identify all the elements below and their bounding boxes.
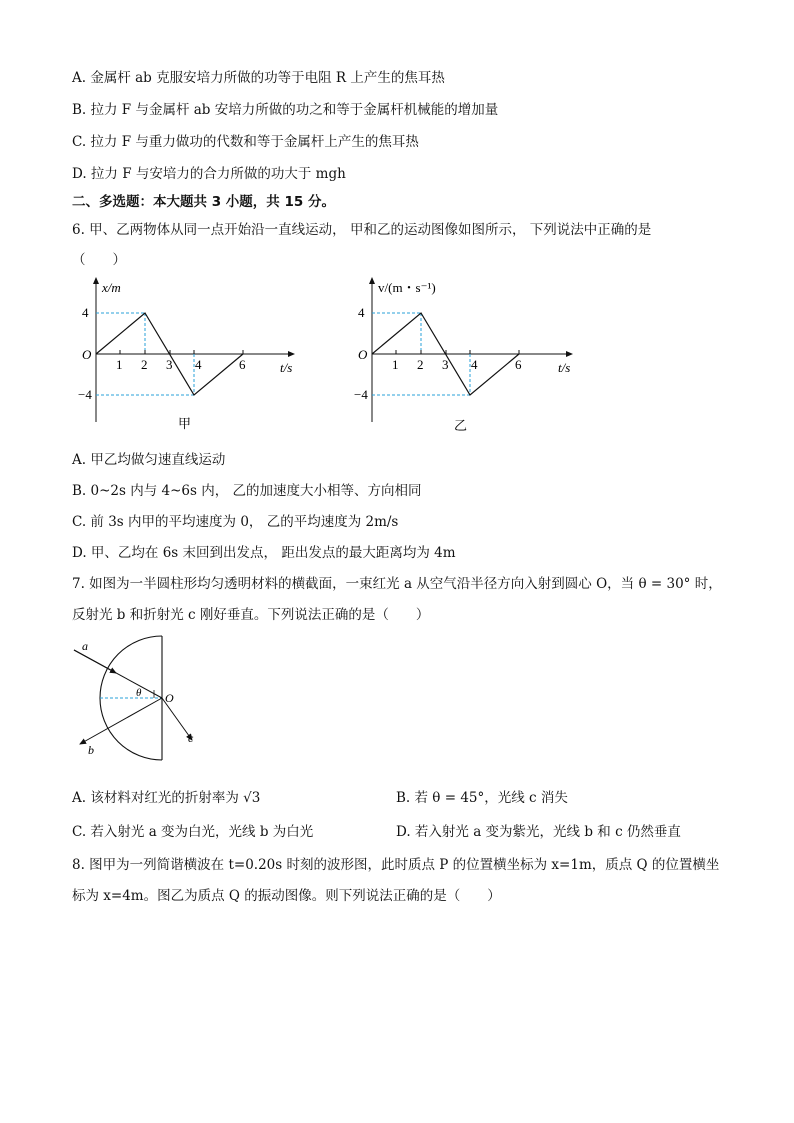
tick-y-neg4: −4 bbox=[354, 387, 368, 402]
origin-label: O bbox=[358, 347, 368, 362]
y-axis-label: v/(m・s⁻¹) bbox=[378, 280, 436, 295]
tick-x-4: 4 bbox=[471, 357, 478, 372]
q7-figure bbox=[70, 632, 210, 762]
x-axis-label: t/s bbox=[558, 360, 571, 375]
label-c: c bbox=[188, 731, 194, 745]
tick-x-2: 2 bbox=[417, 357, 424, 372]
q6-option-d: D. 甲、乙均在 6s 末回到出发点， 距出发点的最大距离均为 4m bbox=[72, 545, 456, 561]
q6-stem: 6. 甲、乙两物体从同一点开始沿一直线运动， 甲和乙的运动图像如图所示， 下列说法中正确的是 bbox=[72, 222, 652, 238]
graph-jia bbox=[78, 272, 312, 437]
label-O: O bbox=[165, 691, 174, 705]
tick-y-4: 4 bbox=[358, 305, 365, 320]
y-axis-label: x/m bbox=[102, 280, 121, 295]
q8-stem-line2: 标为 x=4m。图乙为质点 Q 的振动图像。则下列说法正确的是（ ） bbox=[72, 888, 501, 904]
origin-label: O bbox=[82, 347, 92, 362]
q6-option-a: A. 甲乙均做匀速直线运动 bbox=[72, 452, 226, 468]
ray-b bbox=[80, 698, 162, 744]
q7-option-b: B. 若 θ = 45°，光线 c 消失 bbox=[396, 790, 568, 806]
tick-x-6: 6 bbox=[515, 357, 522, 372]
caption-jia: 甲 bbox=[178, 416, 192, 431]
tick-x-3: 3 bbox=[442, 357, 449, 372]
section-title: 二、多选题：本大题共 3 小题，共 15 分。 bbox=[72, 194, 335, 210]
tick-x-1: 1 bbox=[116, 357, 123, 372]
q5-option-b: B. 拉力 F 与金属杆 ab 安培力所做的功之和等于金属杆机械能的增加量 bbox=[72, 102, 499, 118]
q7-option-d: D. 若入射光 a 变为紫光，光线 b 和 c 仍然垂直 bbox=[396, 824, 681, 840]
q5-option-d: D. 拉力 F 与安培力的合力所做的功大于 mgh bbox=[72, 166, 346, 182]
label-b: b bbox=[88, 743, 94, 757]
tick-y-neg4: −4 bbox=[78, 387, 92, 402]
q8-stem-line1: 8. 图甲为一列简谐横波在 t=0.20s 时刻的波形图，此时质点 P 的位置横坐标为 x=1m，质点 Q 的位置横坐 bbox=[72, 857, 720, 873]
q7-stem-line2: 反射光 b 和折射光 c 刚好垂直。下列说法正确的是（ ） bbox=[72, 607, 430, 623]
label-theta: θ bbox=[136, 687, 142, 699]
tick-x-6: 6 bbox=[239, 357, 246, 372]
q6-option-b: B. 0~2s 内与 4~6s 内， 乙的加速度大小相等、方向相同 bbox=[72, 483, 422, 499]
q6-answer-bracket: （ ） bbox=[72, 252, 126, 268]
label-a: a bbox=[82, 639, 88, 653]
q7-option-c: C. 若入射光 a 变为白光，光线 b 为白光 bbox=[72, 824, 314, 840]
x-axis-label: t/s bbox=[280, 360, 293, 375]
q5-option-a: A. 金属杆 ab 克服安培力所做的功等于电阻 R 上产生的焦耳热 bbox=[72, 70, 445, 86]
caption-yi: 乙 bbox=[454, 418, 468, 433]
tick-x-2: 2 bbox=[141, 357, 148, 372]
q5-option-c: C. 拉力 F 与重力做功的代数和等于金属杆上产生的焦耳热 bbox=[72, 134, 419, 150]
graph-yi bbox=[354, 272, 588, 437]
q6-option-c: C. 前 3s 内甲的平均速度为 0， 乙的平均速度为 2m/s bbox=[72, 514, 399, 530]
tick-y-4: 4 bbox=[82, 305, 89, 320]
q7-stem-line1: 7. 如图为一半圆柱形均匀透明材料的横截面，一束红光 a 从空气沿半径方向入射到圆心 O，当 θ = 30° 时， bbox=[72, 576, 722, 592]
q7-option-a: A. 该材料对红光的折射率为 √3 bbox=[72, 790, 261, 806]
tick-x-4: 4 bbox=[195, 357, 202, 372]
tick-x-3: 3 bbox=[166, 357, 173, 372]
tick-x-1: 1 bbox=[392, 357, 399, 372]
